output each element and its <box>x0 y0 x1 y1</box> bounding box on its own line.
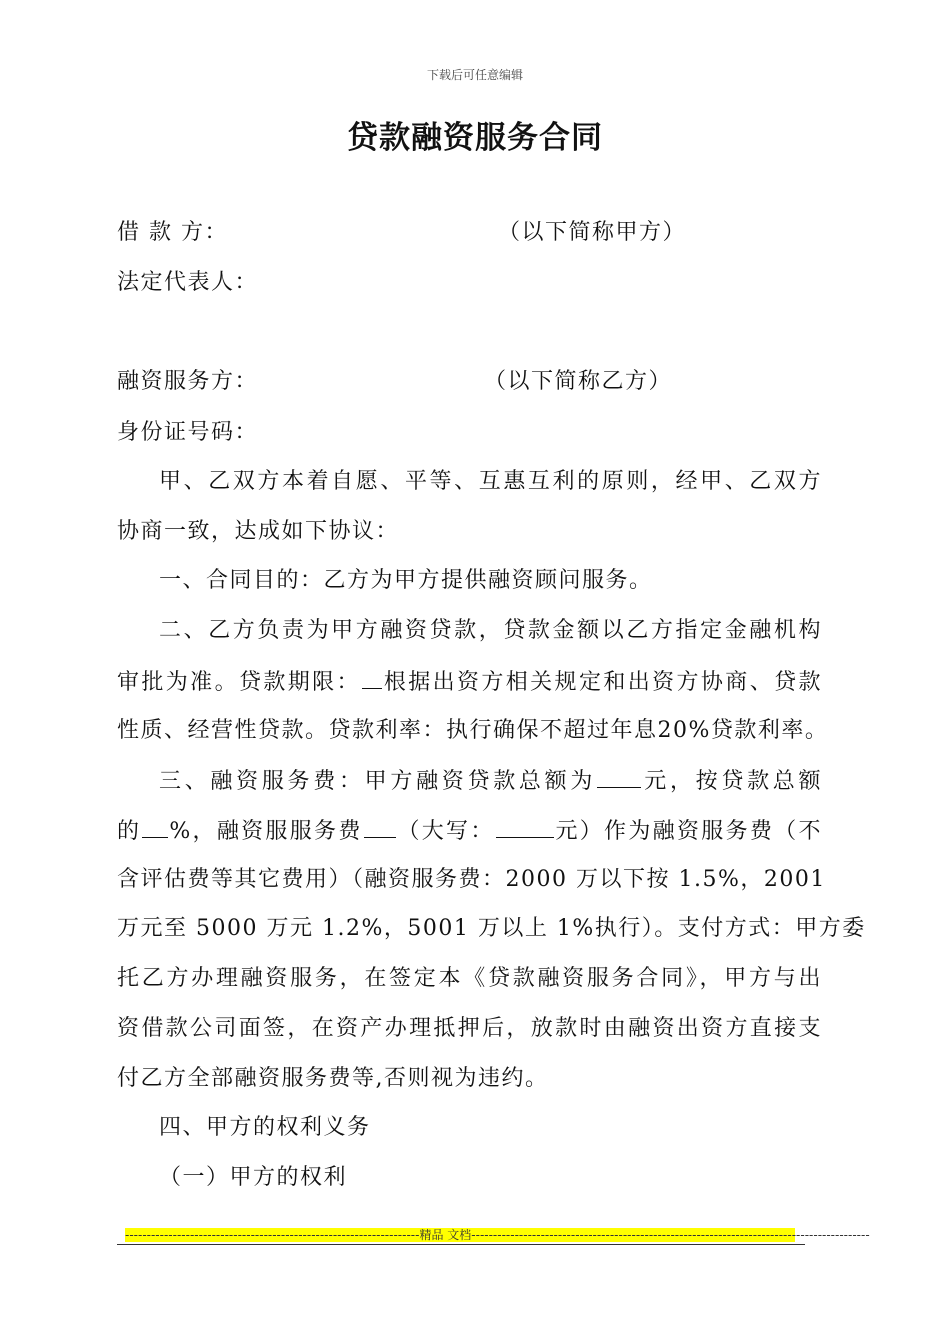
footer-banner <box>125 1228 870 1242</box>
article-3-line-7: 付乙方全部融资服务费等,否则视为违约。 <box>117 1066 549 1091</box>
article-3-line-3: 含评估费等其它费用）（融资服务费：2000 万以下按 1.5%，2001 <box>117 867 826 892</box>
total-amount-blank <box>597 765 641 788</box>
legal-rep-line <box>117 268 822 298</box>
service-party-label: 融资服务方： <box>117 369 259 394</box>
article-2-term-text: 根据出资方相关规定和出资方协商、贷款 <box>382 670 822 695</box>
footer-rule <box>117 1244 805 1245</box>
article-3-amount-unit: 元，按贷款总额 <box>642 769 822 794</box>
article-4-heading: 四、甲方的权利义务 <box>159 1115 371 1140</box>
article-3-line-4: 万元至 5000 万元 1.2%，5001 万以上 1%执行）。支付方式：甲方委 <box>117 916 866 941</box>
article-3-fee-text: 元）作为融资服务费（不 <box>554 819 822 844</box>
article-2-line-2 <box>117 666 822 698</box>
article-2-line-1: 二、乙方负责为甲方融资贷款，贷款金额以乙方指定金融机构 <box>159 618 822 643</box>
article-2-line-3: 性质、经营性贷款。贷款利率：执行确保不超过年息20%贷款利率。 <box>117 718 829 743</box>
service-party-note: （以下简称乙方） <box>484 369 673 394</box>
article-3-of-text: 的 <box>117 819 142 844</box>
article-3-line-2 <box>117 815 822 847</box>
footer-dashes-left: -------------------------------------------------------------------- <box>125 1228 420 1242</box>
article-3-amount-label: 三、融资服务费：甲方融资贷款总额为 <box>159 769 597 794</box>
article-4-subheading: （一）甲方的权利 <box>159 1165 348 1190</box>
article-2-term-label: 审批为准。贷款期限： <box>117 670 361 695</box>
article-3-line-1 <box>117 765 822 797</box>
fee-blank <box>364 815 396 838</box>
document-title: 贷款融资服务合同 <box>347 120 603 156</box>
loan-term-blank <box>362 666 382 689</box>
percent-blank <box>142 815 168 838</box>
footer-label: 精品 文档 <box>419 1228 472 1242</box>
borrower-label: 借 款 方： <box>117 220 228 245</box>
article-3-line-5: 托乙方办理融资服务，在签定本《贷款融资服务合同》，甲方与出 <box>117 966 822 991</box>
capital-amount-blank <box>496 815 554 838</box>
article-3-line-6: 资借款公司面签，在资产办理抵押后，放款时由融资出资方直接支 <box>117 1016 822 1041</box>
header-note: 下载后可任意编辑 <box>426 68 523 82</box>
article-3-percent-text: %，融资服服务费 <box>169 819 363 844</box>
id-number-line <box>117 418 822 448</box>
borrower-line <box>117 218 822 248</box>
intro-line-2: 协商一致，达成如下协议： <box>117 519 400 544</box>
intro-line-1: 甲、乙双方本着自愿、平等、互惠互利的原则，经甲、乙双方 <box>159 469 822 494</box>
service-party-line <box>117 367 822 397</box>
footer-dashes-right: -------------------------------------------------------------------------------------------- <box>471 1228 870 1242</box>
article-1: 一、合同目的：乙方为甲方提供融资顾问服务。 <box>159 568 653 593</box>
legal-rep-label: 法定代表人： <box>117 270 259 295</box>
article-3-capital-label: （大写： <box>396 819 495 844</box>
borrower-note: （以下简称甲方） <box>498 220 687 245</box>
id-number-label: 身份证号码： <box>117 420 259 445</box>
